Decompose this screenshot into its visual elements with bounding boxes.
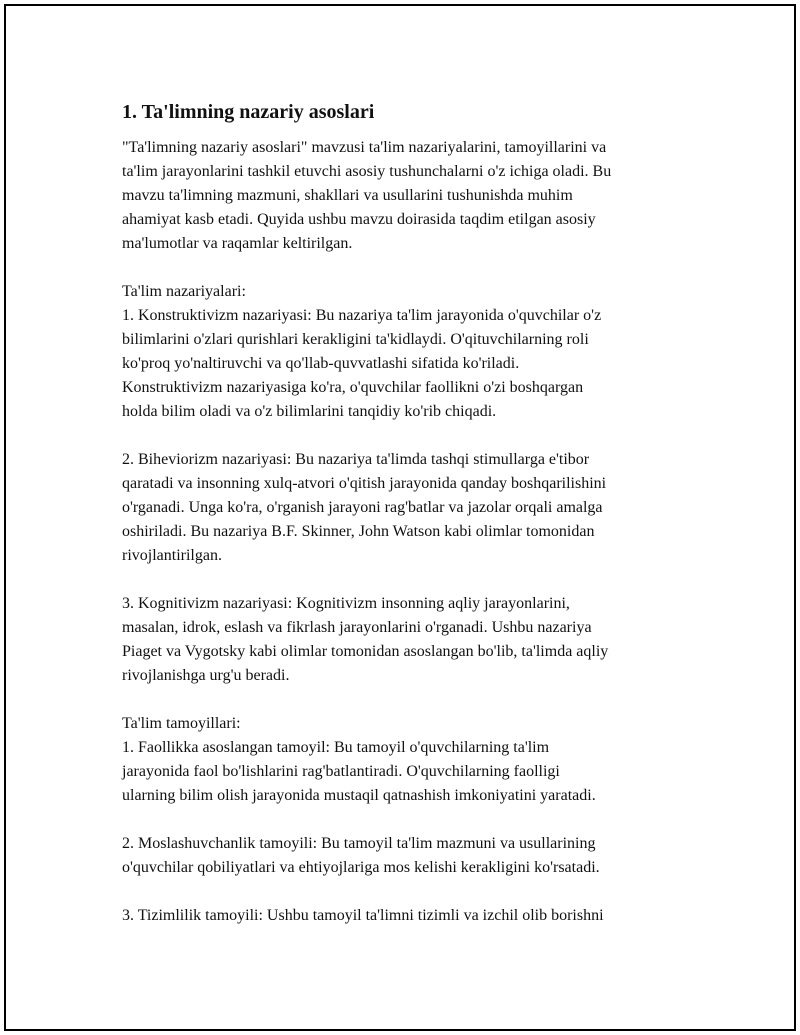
principle-activity	[122, 736, 702, 808]
text-line: oshiriladi. Bu nazariya B.F. Skinner, John Watson kabi olimlar tomonidan	[122, 523, 595, 540]
text-line: qaratadi va insonning xulq-atvori o'qitish jarayonida qanday boshqarilishini	[122, 475, 607, 492]
principles-heading: Ta'lim tamoyillari:	[122, 715, 241, 732]
text-line: Konstruktivizm nazariyasiga ko'ra, o'quvchilar faollikni o'zi boshqargan	[122, 379, 584, 396]
text-line: 2. Moslashuvchanlik tamoyili: Bu tamoyil ta'lim mazmuni va usullarining	[122, 835, 596, 852]
document-body	[122, 98, 702, 952]
text-line: ahamiyat kasb etadi. Quyida ushbu mavzu doirasida taqdim etilgan asosiy	[122, 211, 596, 228]
theory-cognitivism	[122, 592, 702, 688]
text-line: rivojlanishga urg'u beradi.	[122, 667, 290, 684]
text-line: 1. Konstruktivizm nazariyasi: Bu nazariya ta'lim jarayonida o'quvchilar o'z	[122, 307, 602, 324]
text-line: bilimlarini o'zlari qurishlari kerakligini ta'kidlaydi. O'qituvchilarning roli	[122, 331, 589, 348]
text-line: "Ta'limning nazariy asoslari" mavzusi ta'lim nazariyalarini, tamoyillarini va	[122, 139, 607, 156]
theory-constructivism	[122, 304, 702, 424]
text-line: ta'lim jarayonlarini tashkil etuvchi asosiy tushunchalarni o'z ichiga oladi. Bu	[122, 163, 612, 180]
text-line: 3. Kognitivizm nazariyasi: Kognitivizm insonning aqliy jarayonlarini,	[122, 595, 570, 612]
theories-heading: Ta'lim nazariyalari:	[122, 283, 246, 300]
text-line: o'quvchilar qobiliyatlari va ehtiyojlariga mos kelishi kerakligini ko'rsatadi.	[122, 859, 600, 876]
text-line: mavzu ta'limning mazmuni, shakllari va usullarini tushunishda muhim	[122, 187, 573, 204]
principle-adaptability	[122, 832, 702, 880]
text-line: masalan, idrok, eslash va fikrlash jarayonlarini o'rganadi. Ushbu nazariya	[122, 619, 592, 636]
text-line: holda bilim oladi va o'z bilimlarini tanqidiy ko'rib chiqadi.	[122, 403, 497, 420]
theory-behaviorism	[122, 448, 702, 568]
text-line: o'rganadi. Unga ko'ra, o'rganish jarayoni rag'batlar va jazolar orqali amalga	[122, 499, 603, 516]
page-frame	[4, 4, 796, 1031]
text-line: jarayonida faol bo'lishlarini rag'batlantiradi. O'quvchilarning faolligi	[122, 763, 560, 780]
text-line: Piaget va Vygotsky kabi olimlar tomonidan asoslangan bo'lib, ta'limda aqliy	[122, 643, 609, 660]
text-line: 3. Tizimlilik tamoyili: Ushbu tamoyil ta'limni tizimli va izchil olib borishni	[122, 907, 604, 924]
document-title: 1. Ta'limning nazariy asoslari	[122, 101, 375, 123]
principle-systematic	[122, 904, 702, 928]
text-line: ma'lumotlar va raqamlar keltirilgan.	[122, 235, 353, 252]
text-line: ko'proq yo'naltiruvchi va qo'llab-quvvatlashi sifatida ko'riladi.	[122, 355, 520, 372]
intro-paragraph	[122, 136, 702, 256]
text-line: ularning bilim olish jarayonida mustaqil qatnashish imkoniyatini yaratadi.	[122, 787, 596, 804]
text-line: 1. Faollikka asoslangan tamoyil: Bu tamoyil o'quvchilarning ta'lim	[122, 739, 550, 756]
text-line: 2. Biheviorizm nazariyasi: Bu nazariya ta'limda tashqi stimullarga e'tibor	[122, 451, 590, 468]
text-line: rivojlantirilgan.	[122, 547, 222, 564]
